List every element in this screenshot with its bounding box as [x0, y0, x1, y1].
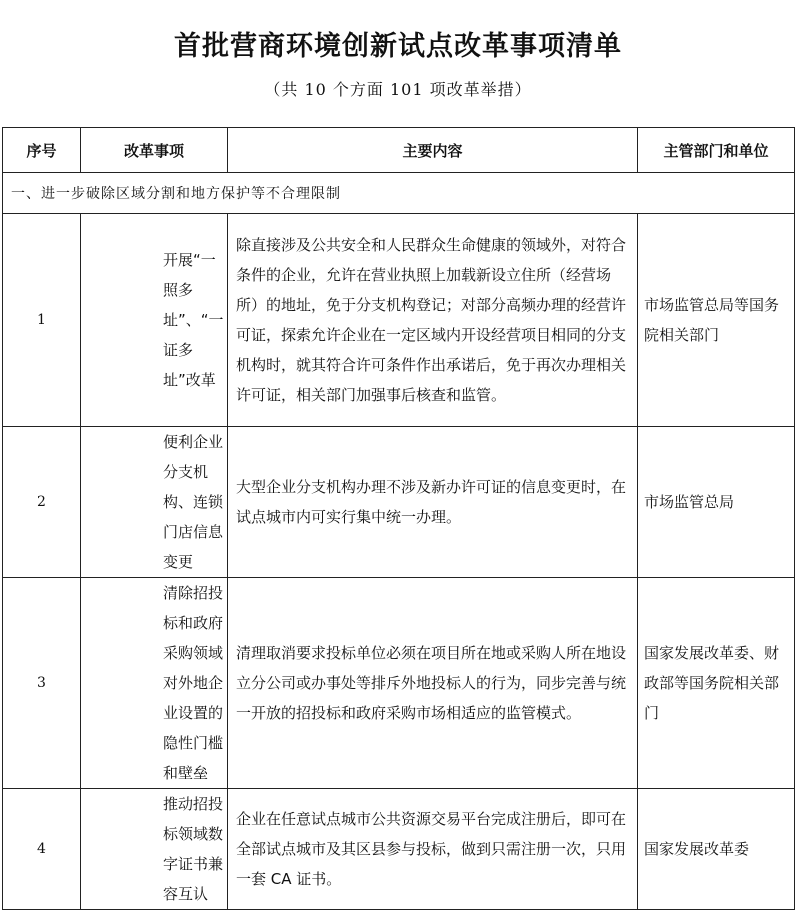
table-header-row: [3, 128, 795, 173]
header-content: 主要内容: [228, 128, 638, 173]
table-row: [3, 578, 795, 789]
document-title: 首批营商环境创新试点改革事项清单: [174, 31, 622, 62]
row-dept: 国家发展改革委: [638, 789, 795, 910]
row-dept: 市场监管总局等国务院相关部门: [638, 214, 795, 427]
document-subtitle: （共 10 个方面 101 项改革举措）: [264, 80, 532, 99]
section-title: 一、进一步破除区域分割和地方保护等不合理限制: [3, 173, 795, 214]
row-seq: 2: [3, 427, 81, 578]
row-item: [81, 427, 228, 578]
row-content: 企业在任意试点城市公共资源交易平台完成注册后，即可在全部试点城市及其区县参与投标，做到只需注册一次，只用一套 CA 证书。: [228, 789, 638, 910]
reform-table: [2, 127, 795, 910]
row-content: 大型企业分支机构办理不涉及新办许可证的信息变更时，在试点城市内可实行集中统一办理。: [228, 427, 638, 578]
row-seq: 3: [3, 578, 81, 789]
row-item: [81, 214, 228, 427]
table-row: [3, 427, 795, 578]
row-dept: 国家发展改革委、财政部等国务院相关部门: [638, 578, 795, 789]
row-item-text: 推动招投标领域数字证书兼容互认: [163, 795, 224, 903]
header-item: 改革事项: [81, 128, 228, 173]
row-seq: 1: [3, 214, 81, 427]
row-item-text: 开展“一照多址”、“一证多址”改革: [163, 251, 224, 389]
row-item-text: 便利企业分支机构、连锁门店信息变更: [163, 433, 224, 571]
row-content: 除直接涉及公共安全和人民群众生命健康的领域外，对符合条件的企业，允许在营业执照上加载新设立住所（经营场所）的地址，免于分支机构登记；对部分高频办理的经营许可证，探索允许企业在一定区域内开设经营项目相同的分支机构时，就其符合许可条件作出承诺后，免于再次办理相关许可证，相关部门加强事后核查和监管。: [228, 214, 638, 427]
header-seq: 序号: [3, 128, 81, 173]
section-row: [3, 173, 795, 214]
row-content: 清理取消要求投标单位必须在项目所在地或采购人所在地设立分公司或办事处等排斥外地投标人的行为，同步完善与统一开放的招投标和政府采购市场相适应的监管模式。: [228, 578, 638, 789]
row-item: [81, 789, 228, 910]
row-seq: 4: [3, 789, 81, 910]
row-dept: 市场监管总局: [638, 427, 795, 578]
header-dept: 主管部门和单位: [638, 128, 795, 173]
row-item-text: 清除招投标和政府采购领域对外地企业设置的隐性门槛和壁垒: [163, 584, 224, 782]
table-row: [3, 214, 795, 427]
table-row: [3, 789, 795, 910]
row-item: [81, 578, 228, 789]
